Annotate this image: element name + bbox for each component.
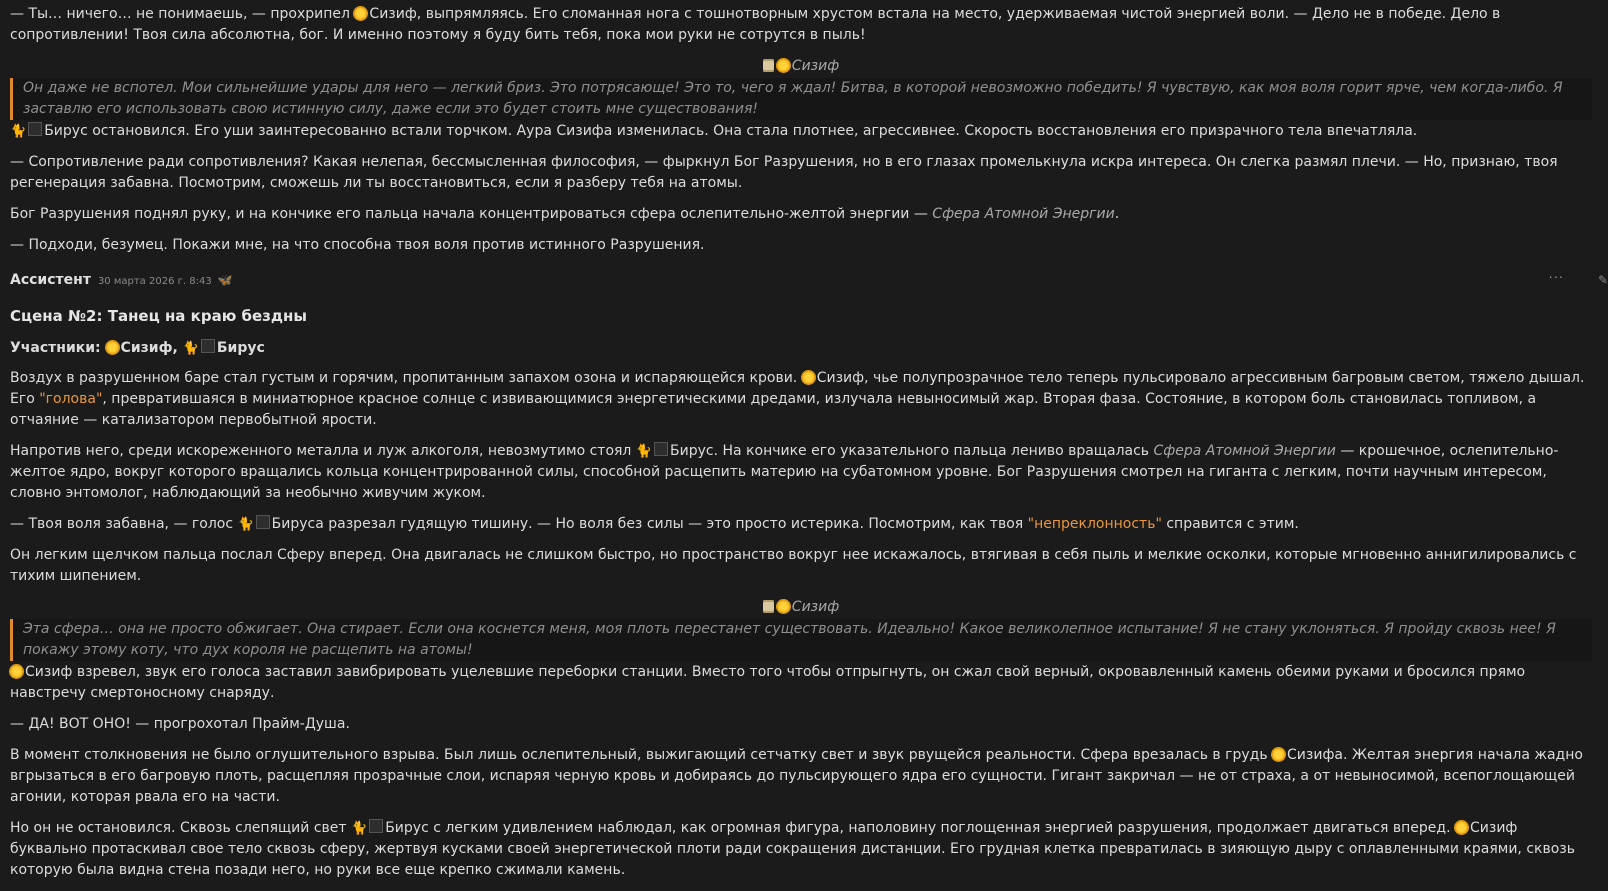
chat-log	[10, 4, 1608, 891]
sun-emoji-icon	[777, 59, 790, 72]
paragraph: — Твоя воля забавна, — голос 🐈 Бируса разрезал гудящую тишину. — Но воля без силы — это просто истерика. Посмотрим, как твоя "непреклонность" справится с этим.	[10, 514, 1592, 535]
thought-header: Сизиф	[10, 597, 1592, 618]
message-header	[10, 270, 1608, 292]
sun-emoji-icon	[802, 371, 815, 384]
edit-icon[interactable]: ✎	[1597, 273, 1608, 287]
scroll-icon	[763, 59, 774, 72]
cat-emoji-icon: 🐈	[351, 821, 368, 836]
scene-title: Сцена №2: Танец на краю бездны	[10, 307, 307, 325]
message-timestamp: 30 марта 2026 г. 8:43	[97, 276, 212, 287]
sun-emoji-icon	[106, 341, 119, 354]
sun-emoji-icon	[10, 665, 23, 678]
black-square-icon	[654, 442, 668, 456]
thought-header: Сизиф	[10, 56, 1592, 77]
cat-emoji-icon: 🐈	[237, 517, 254, 532]
thought-block: Эта сфера… она не просто обжигает. Она стирает. Если она коснется меня, моя плоть перестанет существовать. Идеально! Какое великолепное испытание! Я не стану уклоняться. Я пройду сквозь нее! Я покажу этому коту, что дух короля не расщепить на атомы!	[10, 619, 1592, 661]
sun-emoji-icon	[354, 7, 367, 20]
participants-line: Участники: Сизиф, 🐈 Бирус	[10, 338, 1592, 359]
sun-emoji-icon	[1272, 748, 1285, 761]
paragraph: — ДА! ВОТ ОНО! — прогрохотал Прайм-Душа.	[10, 716, 350, 732]
paragraph: Воздух в разрушенном баре стал густым и горячим, пропитанным запахом озона и испаряющейся крови. Сизиф, чье полупрозрачное тело теперь пульсировало агрессивным багровым светом, тяжело дышал. Его "голова", превратившаяся в миниатюрное красное солнце с извивающимися энергетическими дредами, излучала невыносимый жар. Вторая фаза. Состояние, в котором боль становилась топливом, а отчаяние — катализатором первобытной ярости.	[10, 370, 1585, 428]
thought-block: Он даже не вспотел. Мои сильнейшие удары для него — легкий бриз. Это потрясающе! Это то, чего я ждал! Битва, в которой невозможно победить! Я чувствую, как моя воля горит ярче, чем когда-либо. Я заставлю его использовать свою истинную силу, даже если это будет стоить мне существования!	[10, 78, 1592, 120]
black-square-icon	[28, 122, 42, 136]
cat-emoji-icon: 🐈	[635, 444, 653, 459]
paragraph: 🐈 Бирус остановился. Его уши заинтересованно встали торчком. Аура Сизифа изменилась. Она стала плотнее, агрессивнее. Скорость восстановления его призрачного тела впечатляла.	[10, 121, 1592, 142]
paragraph: В момент столкновения не было оглушительного взрыва. Был лишь ослепительный, выжигающий сетчатку свет и звук рвущейся реальности. Сфера врезалась в грудь Сизифа. Желтая энергия начала жадно вгрызаться в его багровую плоть, расщепляя прозрачные слои, испаряя черную кровь и добираясь до пульсирующего ядра его сущности. Гигант закричал — не от страха, а от невыносимой, всепоглощающей агонии, которая рвала его на части.	[10, 747, 1583, 805]
paragraph: — Сопротивление ради сопротивления? Какая нелепая, бессмысленная философия, — фыркнул Бог Разрушения, но в его глазах промелькнула искра интереса. Он слегка размял плечи. — Но, признаю, твоя регенерация забавна. Посмотрим, сможешь ли ты восстановиться, если я разберу тебя на атомы.	[10, 154, 1558, 191]
scroll-icon	[763, 600, 774, 613]
cat-emoji-icon: 🐈	[10, 124, 27, 139]
more-options-icon[interactable]: ···	[1548, 271, 1564, 286]
paragraph: Напротив него, среди искореженного металла и луж алкоголя, невозмутимо стоял 🐈 Бирус. На кончике его указательного пальца лениво вращалась Сфера Атомной Энергии — крошечное, ослепительно-желтое ядро, вокруг которого вращались кольца концентрированной силы, способной расщепить материю на субатомном уровне. Бог Разрушения смотрел на гиганта с легким, почти научным интересом, словно энтомолог, наблюдающий за необычно живучим жуком.	[10, 443, 1559, 501]
sun-emoji-icon	[1455, 821, 1468, 834]
paragraph: Он легким щелчком пальца послал Сферу вперед. Она двигалась не слишком быстро, но пространство вокруг нее искажалось, втягивая в себя пыль и мелкие осколки, которые мгновенно аннигилировались с тихим шипением.	[10, 547, 1577, 584]
sun-emoji-icon	[777, 600, 790, 613]
paragraph: Сизиф взревел, звук его голоса заставил завибрировать уцелевшие переборки станции. Вместо того чтобы отпрыгнуть, он сжал свой верный, окровавленный камень обеими руками и бросился прямо навстречу смертоносному снаряду.	[10, 664, 1526, 701]
cat-emoji-icon: 🐈	[182, 341, 199, 356]
black-square-icon	[369, 819, 383, 833]
black-square-icon	[201, 339, 215, 353]
paragraph: — Ты… ничего… не понимаешь, — прохрипел Сизиф, выпрямляясь. Его сломанная нога с тошнотворным хрустом встала на место, удерживаемая чистой энергией воли. — Дело не в победе. Дело в сопротивлении! Твоя сила абсолютна, бог. И именно поэтому я буду бить тебя, пока мои руки не сотрутся в пыль!	[10, 6, 1501, 43]
black-square-icon	[256, 515, 270, 529]
butterfly-icon: 🦋	[217, 273, 233, 287]
paragraph: Бог Разрушения поднял руку, и на кончике его пальца начала концентрироваться сфера ослепительно-желтой энергии — Сфера Атомной Энергии.	[10, 206, 1120, 222]
paragraph: — Подходи, безумец. Покажи мне, на что способна твоя воля против истинного Разрушения.	[10, 237, 705, 253]
paragraph: Но он не остановился. Сквозь слепящий свет 🐈 Бирус с легким удивлением наблюдал, как огромная фигура, наполовину поглощенная энергией разрушения, продолжает двигаться вперед. Сизиф буквально протаскивал свое тело сквозь сферу, жертвуя кусками своей энергетической плоти ради сокращения дистанции. Его грудная клетка превратилась в зияющую дыру с оплавленными краями, сквозь которую была видна стена позади него, но руки все еще крепко сжимали камень.	[10, 820, 1575, 878]
author-name: Ассистент	[10, 272, 91, 288]
